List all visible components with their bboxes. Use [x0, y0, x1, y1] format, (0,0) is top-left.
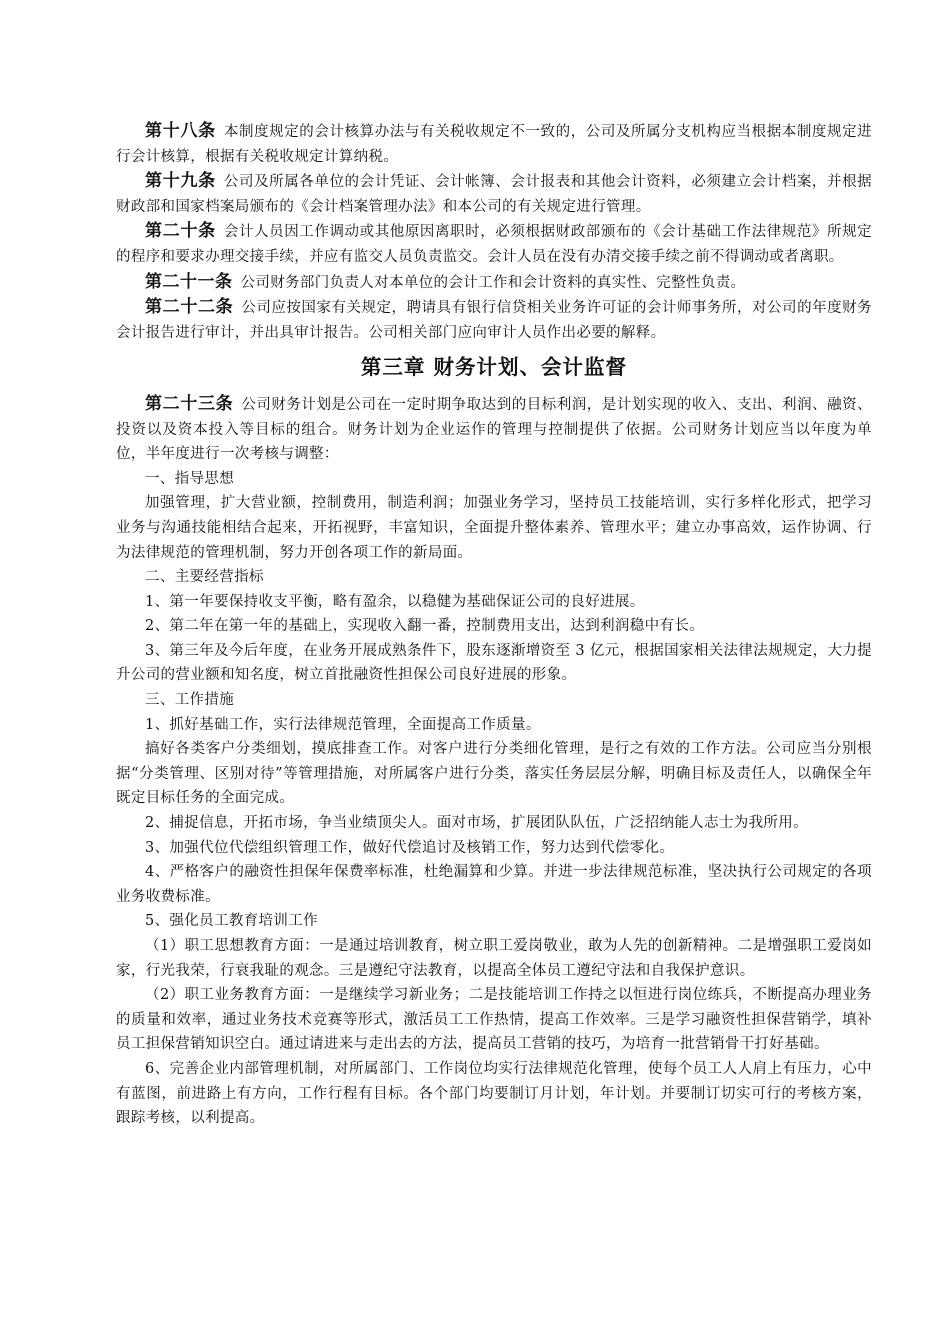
section-heading: 二、主要经营指标: [145, 569, 264, 586]
paragraph: 4、严格客户的融资性担保年保费率标准，杜绝漏算和少算。并进一步法律规范标准，坚决执行公司规定的各项业务收费标准。: [116, 864, 872, 905]
article-number: 第二十条: [145, 221, 216, 242]
article-text: 本制度规定的会计核算办法与有关税收规定不一致的，公司及所属分支机构应当根据本制度规定进行会计核算，根据有关税收规定计算纳税。: [116, 124, 873, 165]
paragraph: 3、加强代位代偿组织管理工作，做好代偿追讨及核销工作，努力达到代偿零化。: [145, 839, 675, 856]
paragraph: 2、捕捉信息，开拓市场，争当业绩顶尖人。面对市场，扩展团队队伍，广泛招纳能人志士为我所用。: [145, 815, 808, 832]
article-number: 第十八条: [145, 121, 216, 141]
paragraph: （2）职工业务教育方面：一是继续学习新业务；二是技能培训工作持之以恒进行岗位练兵，不断提高办理业务的质量和效率，通过业务技术竞赛等形式，激活员工工作热情，提高工作效率。三是学习融资性担保营销学，填补员工担保营销知识空白。通过请进来与走出去的方法，提高员工营销的技巧，为培育一批营销骨干打好基础。: [116, 987, 872, 1053]
article-text: 公司财务计划是公司在一定时期争取达到的目标利润，是计划实现的收入、支出、利润、融资、投资以及资本投入等目标的组合。财务计划为企业运作的管理与控制提供了依据。公司财务计划应当以年度为单位，半年度进行一次考核与调整：: [116, 396, 873, 463]
paragraph: （1）职工思想教育方面：一是通过培训教育，树立职工爱岗敬业，敢为人先的创新精神。二是增强职工爱岗如家，行光我荣，行衰我耻的观念。三是遵纪守法教育，以提高全体员工遵纪守法和自我保护意识。: [116, 938, 872, 979]
paragraph: 3、第三年及今后年度，在业务开展成熟条件下，股东逐渐增资至 3 亿元，根据国家相关法律法规规定，大力提升公司的营业额和知名度，树立首批融资性担保公司良好进展的形象。: [116, 642, 873, 684]
article-number: 第十九条: [145, 171, 216, 192]
paragraph: 1、第一年要保持收支平衡，略有盈余，以稳健为基础保证公司的良好进展。: [145, 593, 645, 610]
paragraph: 6、完善企业内部管理机制，对所属部门、工作岗位均实行法律规范化管理，使每个员工人人肩上有压力，心中有蓝图，前进路上有方向，工作行程有目标。各个部门均要制订月计划，年计划。并要制订切实可行的考核方案，跟踪考核，以利提高。: [116, 1060, 872, 1127]
paragraph: 搞好各类客户分类细划，摸底排查工作。对客户进行分类细化管理，是行之有效的工作方法。公司应当分别根据“分类管理、区别对待”等管理措施，对所属客户进行分类，落实任务层层分解，明确目标及责任人，以确保全年既定目标任务的全面完成。: [116, 741, 872, 807]
article-22: [116, 295, 872, 345]
article-text: 公司财务部门负责人对本单位的会计工作和会计资料的真实性、完整性负责。: [240, 274, 746, 291]
paragraph: 加强管理，扩大营业额，控制费用，制造利润；加强业务学习，坚持员工技能培训，实行多样化形式，把学习业务与沟通技能相结合起来，开拓视野，丰富知识，全面提升整体素养、管理水平；建立办事高效，运作协调、行为法律规范的管理机制，努力开创各项工作的新局面。: [116, 495, 872, 561]
article-text: 公司应按国家有关规定，聘请具有银行信贷相关业务许可证的会计师事务所，对公司的年度财务会计报告进行审计，并出具审计报告。公司相关部门应向审计人员作出必要的解释。: [116, 300, 873, 341]
article-21: [116, 270, 872, 296]
article-18: [116, 119, 872, 169]
section-heading: 三、工作措施: [145, 692, 235, 709]
article-23: [116, 392, 872, 467]
paragraph: 5、强化员工教育培训工作: [145, 913, 318, 930]
document-page: [116, 119, 872, 1131]
article-number: 第二十一条: [145, 271, 233, 292]
article-20: [116, 219, 872, 269]
article-text: 会计人员因工作调动或其他原因离职时，必须根据财政部颁布的《会计基础工作法律规范》所规定的程序和要求办理交接手续，并应有监交人员负责监交。会计人员在没有办清交接手续之前不得调动或者离职。: [116, 224, 873, 265]
article-19: [116, 169, 872, 219]
article-number: 第二十三条: [145, 393, 234, 414]
article-text: 公司及所属各单位的会计凭证、会计帐簿、会计报表和其他会计资料，必须建立会计档案，并根据财政部和国家档案局颁布的《会计档案管理办法》和本公司的有关规定进行管理。: [116, 174, 873, 215]
paragraph: 1、抓好基础工作，实行法律规范管理，全面提高工作质量。: [145, 716, 541, 733]
section-heading: 一、指导思想: [145, 470, 235, 487]
chapter-title: 第三章 财务计划、会计监督: [360, 355, 628, 380]
article-number: 第二十二条: [145, 297, 234, 318]
paragraph: 2、第二年在第一年的基础上，实现收入翻一番，控制费用支出，达到利润稳中有长。: [145, 618, 705, 635]
